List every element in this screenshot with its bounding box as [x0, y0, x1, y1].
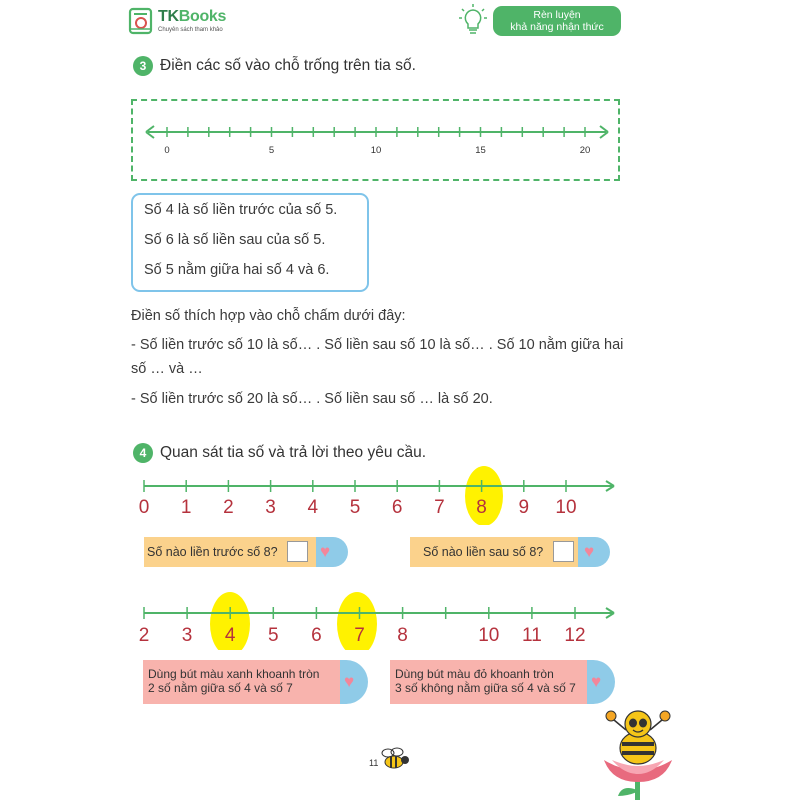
fill-line-2: số … và …	[131, 361, 203, 377]
tag-before-text: Số nào liền trước số 8?	[147, 545, 278, 559]
heart-icon: ♥	[344, 672, 355, 691]
skill-banner	[493, 6, 621, 36]
ray1-label-3[interactable]: 3	[265, 497, 276, 518]
exercise-4-title: Quan sát tia số và trả lời theo yêu cầu.	[160, 444, 427, 461]
ray1-label-2[interactable]: 2	[223, 497, 234, 518]
tag-blue-circle	[143, 660, 368, 704]
book-icon	[128, 7, 154, 35]
ray2-label-8[interactable]: 8	[397, 625, 408, 646]
brand-tk: TK	[158, 8, 179, 25]
bee-on-flower-illustration	[598, 700, 680, 800]
ray1-label-7[interactable]: 7	[434, 497, 445, 518]
ray2-label-2[interactable]: 2	[138, 625, 150, 646]
tag-after-8	[410, 537, 610, 567]
axis-label: 10	[370, 145, 382, 156]
ray2-label-12[interactable]: 12	[564, 625, 586, 646]
axis-label: 15	[475, 145, 486, 156]
tag-before-8	[144, 537, 348, 567]
axis-label: 20	[579, 145, 591, 156]
number-ray-1	[130, 460, 620, 525]
ray1-label-8[interactable]: 8	[476, 497, 487, 518]
ray2-label-5[interactable]: 5	[268, 625, 279, 646]
brand-logo	[128, 7, 228, 37]
tag-blue-line2: 2 số nằm giữa số 4 và số 7	[148, 681, 293, 695]
axis-label: 5	[268, 145, 275, 156]
heart-icon: ♥	[584, 542, 595, 561]
fill-line-3: - Số liền trước số 20 là số… . Số liền sau số … là số 20.	[131, 391, 493, 407]
ray2-label-7[interactable]: 7	[354, 625, 365, 646]
brand-tagline: Chuyên sách tham khảo	[158, 27, 223, 33]
info-line-2: Số 6 là số liền sau của số 5.	[144, 232, 326, 248]
info-line-3: Số 5 nằm giữa hai số 4 và 6.	[144, 262, 330, 278]
heart-icon: ♥	[591, 672, 602, 691]
heart-icon: ♥	[320, 542, 331, 561]
ray1-label-5[interactable]: 5	[349, 497, 361, 518]
fill-prompt: Điền số thích hợp vào chỗ chấm dưới đây:	[131, 308, 406, 324]
ray1-label-10[interactable]: 10	[555, 497, 577, 518]
exercise-3-badge: 3	[133, 56, 153, 76]
ray2-label-10[interactable]: 10	[478, 625, 500, 646]
page-number: 11	[369, 758, 379, 768]
ray2-label-6[interactable]: 6	[311, 625, 322, 646]
tag-red-line2: 3 số không nằm giữa số 4 và số 7	[395, 681, 576, 695]
ray1-label-6[interactable]: 6	[391, 497, 403, 518]
axis-label: 0	[164, 145, 170, 156]
banner-line1: Rèn luyện	[533, 9, 581, 21]
ray1-label-9[interactable]: 9	[518, 497, 530, 518]
ray1-label-0[interactable]: 0	[138, 497, 150, 518]
number-ray-2	[130, 585, 620, 650]
tag-blue-line1: Dùng bút màu xanh khoanh tròn	[148, 667, 320, 681]
exercise-4-badge: 4	[133, 443, 153, 463]
info-box	[131, 193, 369, 292]
tag-after-text: Số nào liền sau số 8?	[423, 545, 544, 559]
fill-line-1: - Số liền trước số 10 là số… . Số liền sau số 10 là số… . Số 10 nằm giữa hai	[131, 337, 624, 353]
ray1-label-4[interactable]: 4	[307, 497, 319, 518]
tag-red-line1: Dùng bút màu đỏ khoanh tròn	[395, 667, 554, 681]
ray2-label-3[interactable]: 3	[181, 625, 193, 646]
answer-box-before[interactable]	[287, 541, 308, 562]
lightbulb-icon	[459, 4, 487, 36]
ray2-label-11[interactable]: 11	[522, 625, 542, 646]
number-line-20	[140, 120, 615, 165]
ray2-label-4[interactable]: 4	[224, 625, 236, 646]
answer-box-after[interactable]	[553, 541, 574, 562]
tag-red-circle	[390, 660, 615, 704]
ray1-label-1[interactable]: 1	[180, 497, 192, 518]
brand-books: Books	[178, 8, 227, 25]
exercise-3-title: Điền các số vào chỗ trống trên tia số.	[160, 57, 416, 74]
banner-line2: khả năng nhận thức	[510, 21, 604, 33]
info-line-1: Số 4 là số liền trước của số 5.	[144, 202, 338, 218]
small-bee-icon	[378, 745, 412, 773]
